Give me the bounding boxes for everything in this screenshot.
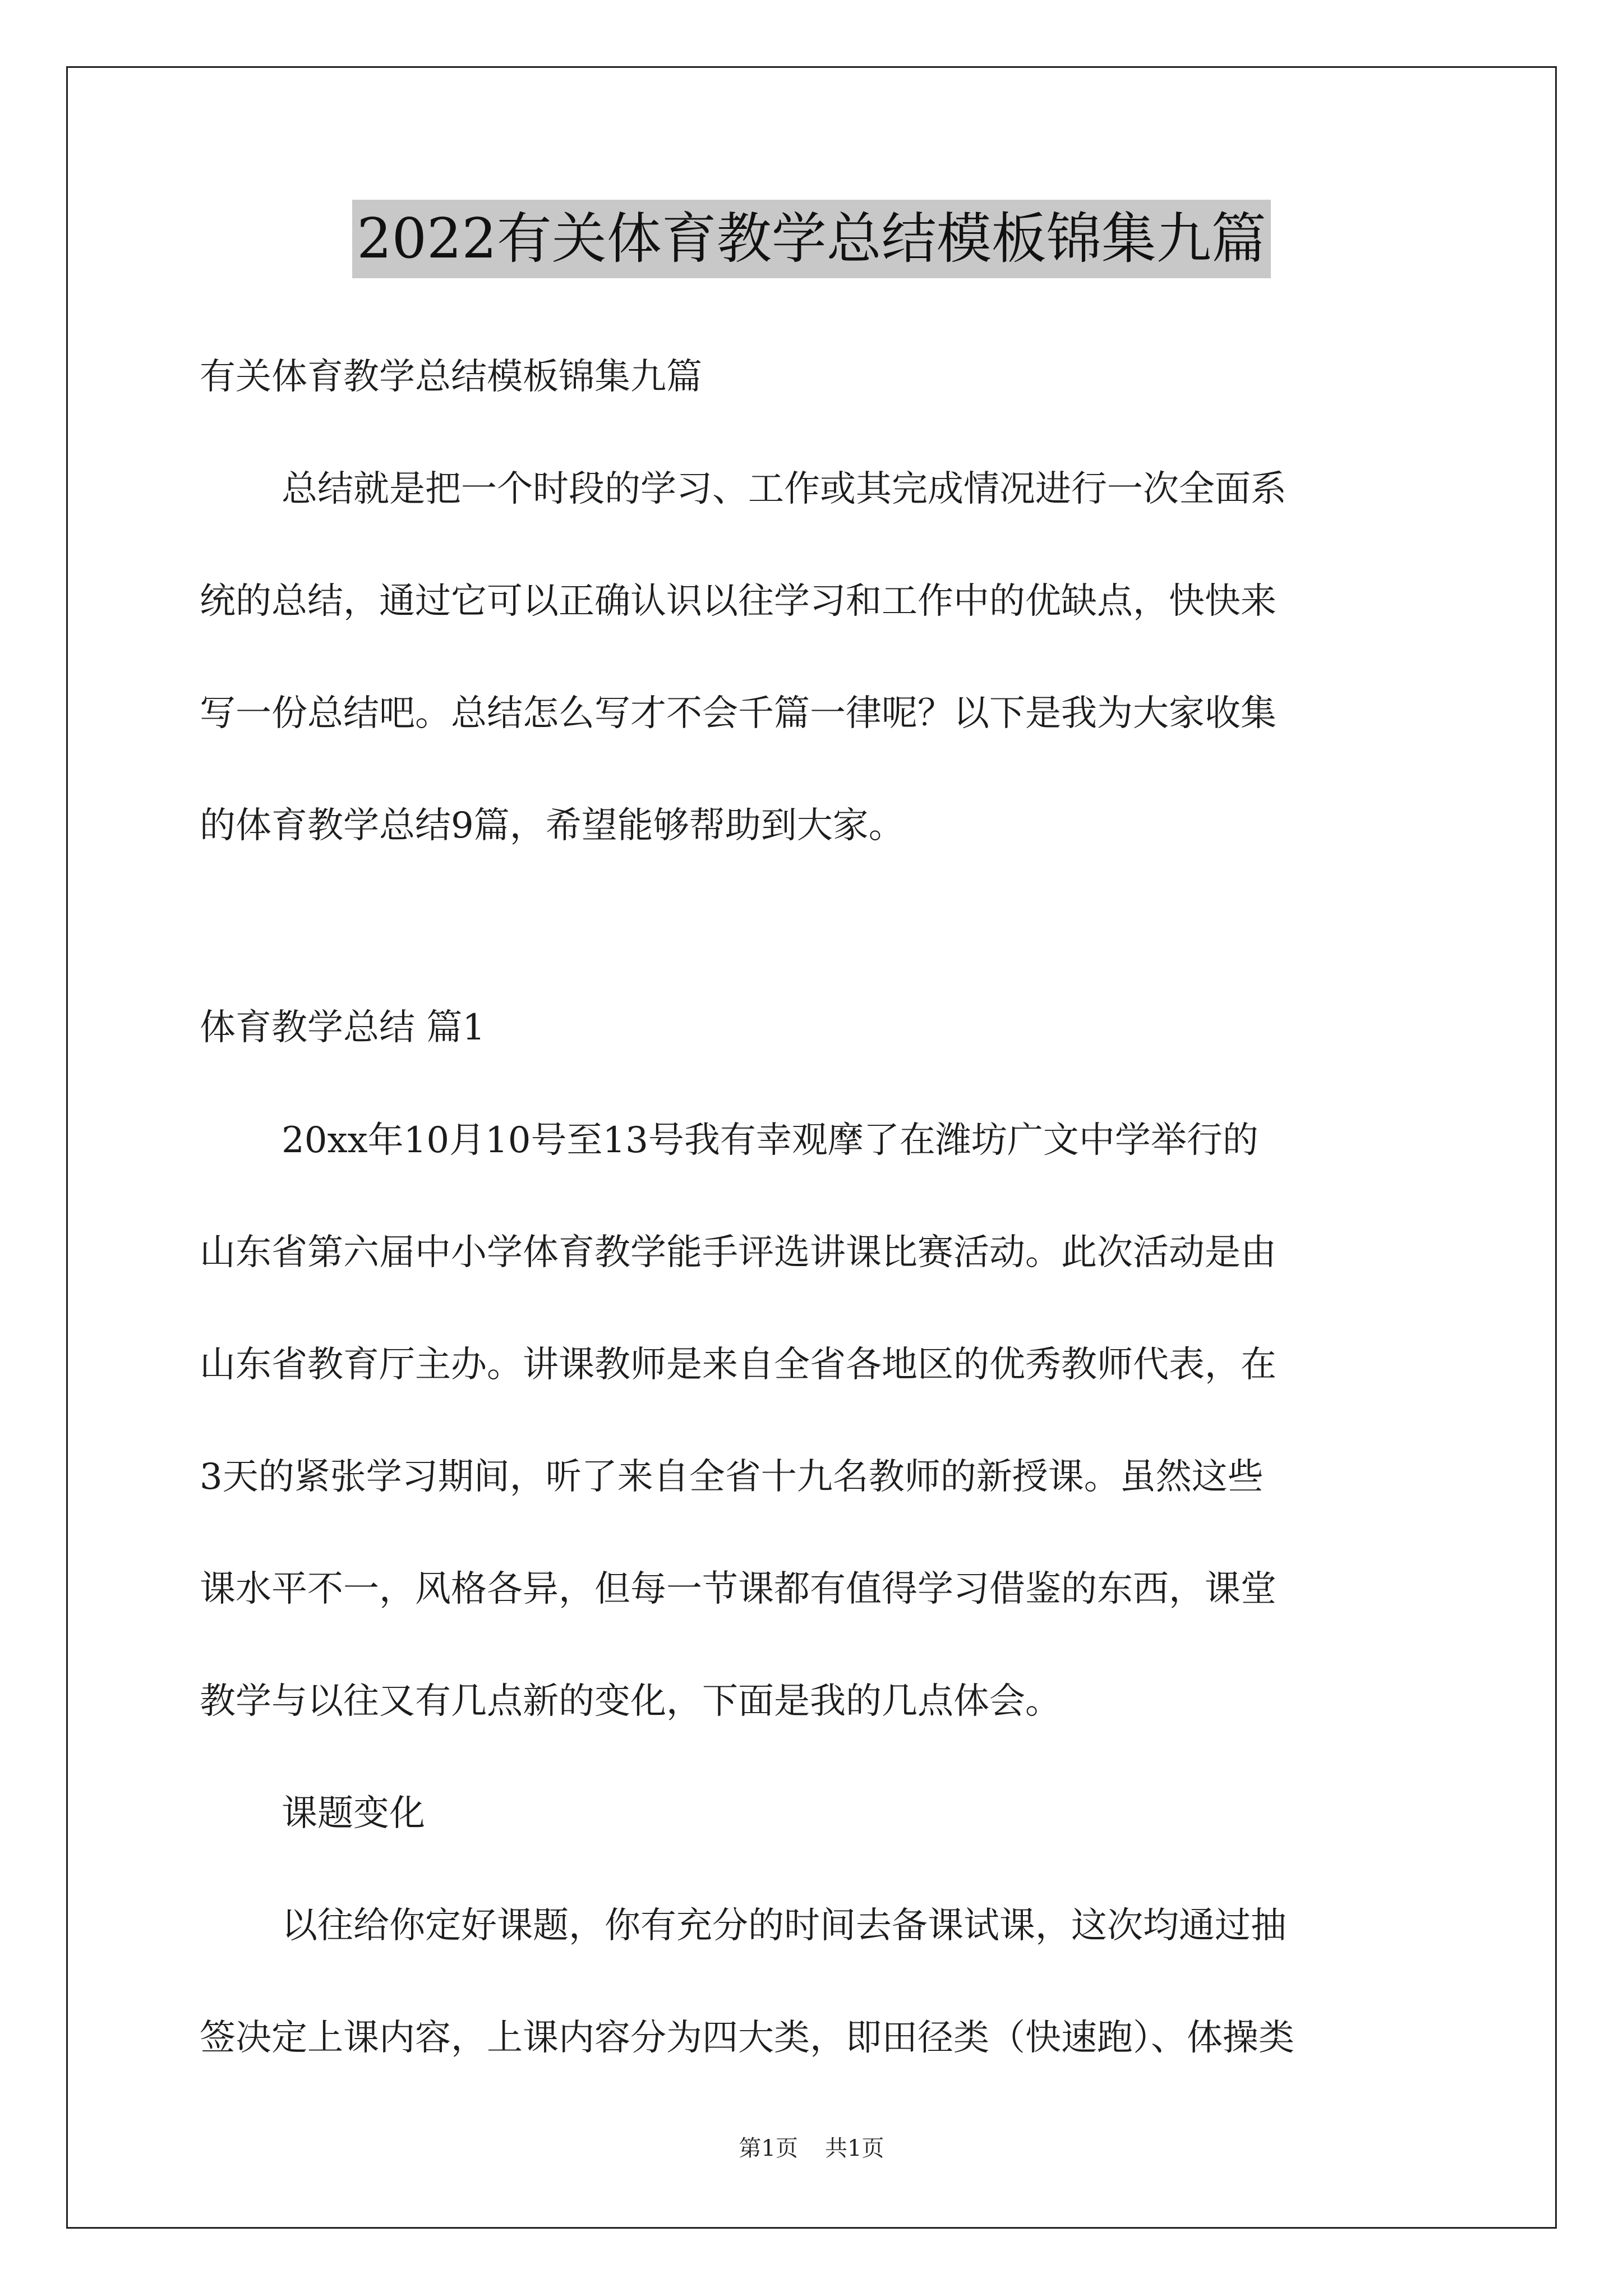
section-line: 教学与以往又有几点新的变化，下面是我的几点体会。 — [200, 1681, 1061, 1722]
intro-line: 的体育教学总结9篇，希望能够帮助到大家。 — [200, 805, 905, 846]
intro-line: 总结就是把一个时段的学习、工作或其完成情况进行一次全面系 — [282, 468, 1287, 510]
page-total: 共1页 — [825, 2136, 884, 2161]
section-line: 20xx年10月10号至13号我有幸观摩了在潍坊广文中学举行的 — [282, 1120, 1258, 1161]
subsection-line: 以往给你定好课题，你有充分的时间去备课试课，这次均通过抽 — [282, 1905, 1287, 1947]
section-line: 山东省教育厅主办。讲课教师是来自全省各地区的优秀教师代表，在 — [200, 1344, 1276, 1386]
section-heading: 体育教学总结 篇1 — [200, 1007, 486, 1048]
intro-line: 写一份总结吧。总结怎么写才不会千篇一律呢？以下是我为大家收集 — [200, 693, 1276, 734]
page-footer — [0, 2134, 1623, 2162]
page-number: 第1页 — [739, 2136, 798, 2161]
section-line: 课水平不一，风格各异，但每一节课都有值得学习借鉴的东西，课堂 — [200, 1568, 1276, 1610]
document-subtitle: 有关体育教学总结模板锦集九篇 — [200, 356, 702, 398]
section-line: 山东省第六届中小学体育教学能手评选讲课比赛活动。此次活动是由 — [200, 1232, 1276, 1273]
document-title: 2022有关体育教学总结模板锦集九篇 — [352, 200, 1270, 278]
intro-line: 统的总结，通过它可以正确认识以往学习和工作中的优缺点，快快来 — [200, 581, 1276, 622]
title-wrapper — [0, 200, 1623, 278]
subsection-line: 签决定上课内容，上课内容分为四大类，即田径类（快速跑）、体操类 — [200, 2017, 1294, 2059]
section-line: 3天的紧张学习期间，听了来自全省十九名教师的新授课。虽然这些 — [200, 1456, 1264, 1498]
subsection-heading: 课题变化 — [282, 1793, 425, 1834]
